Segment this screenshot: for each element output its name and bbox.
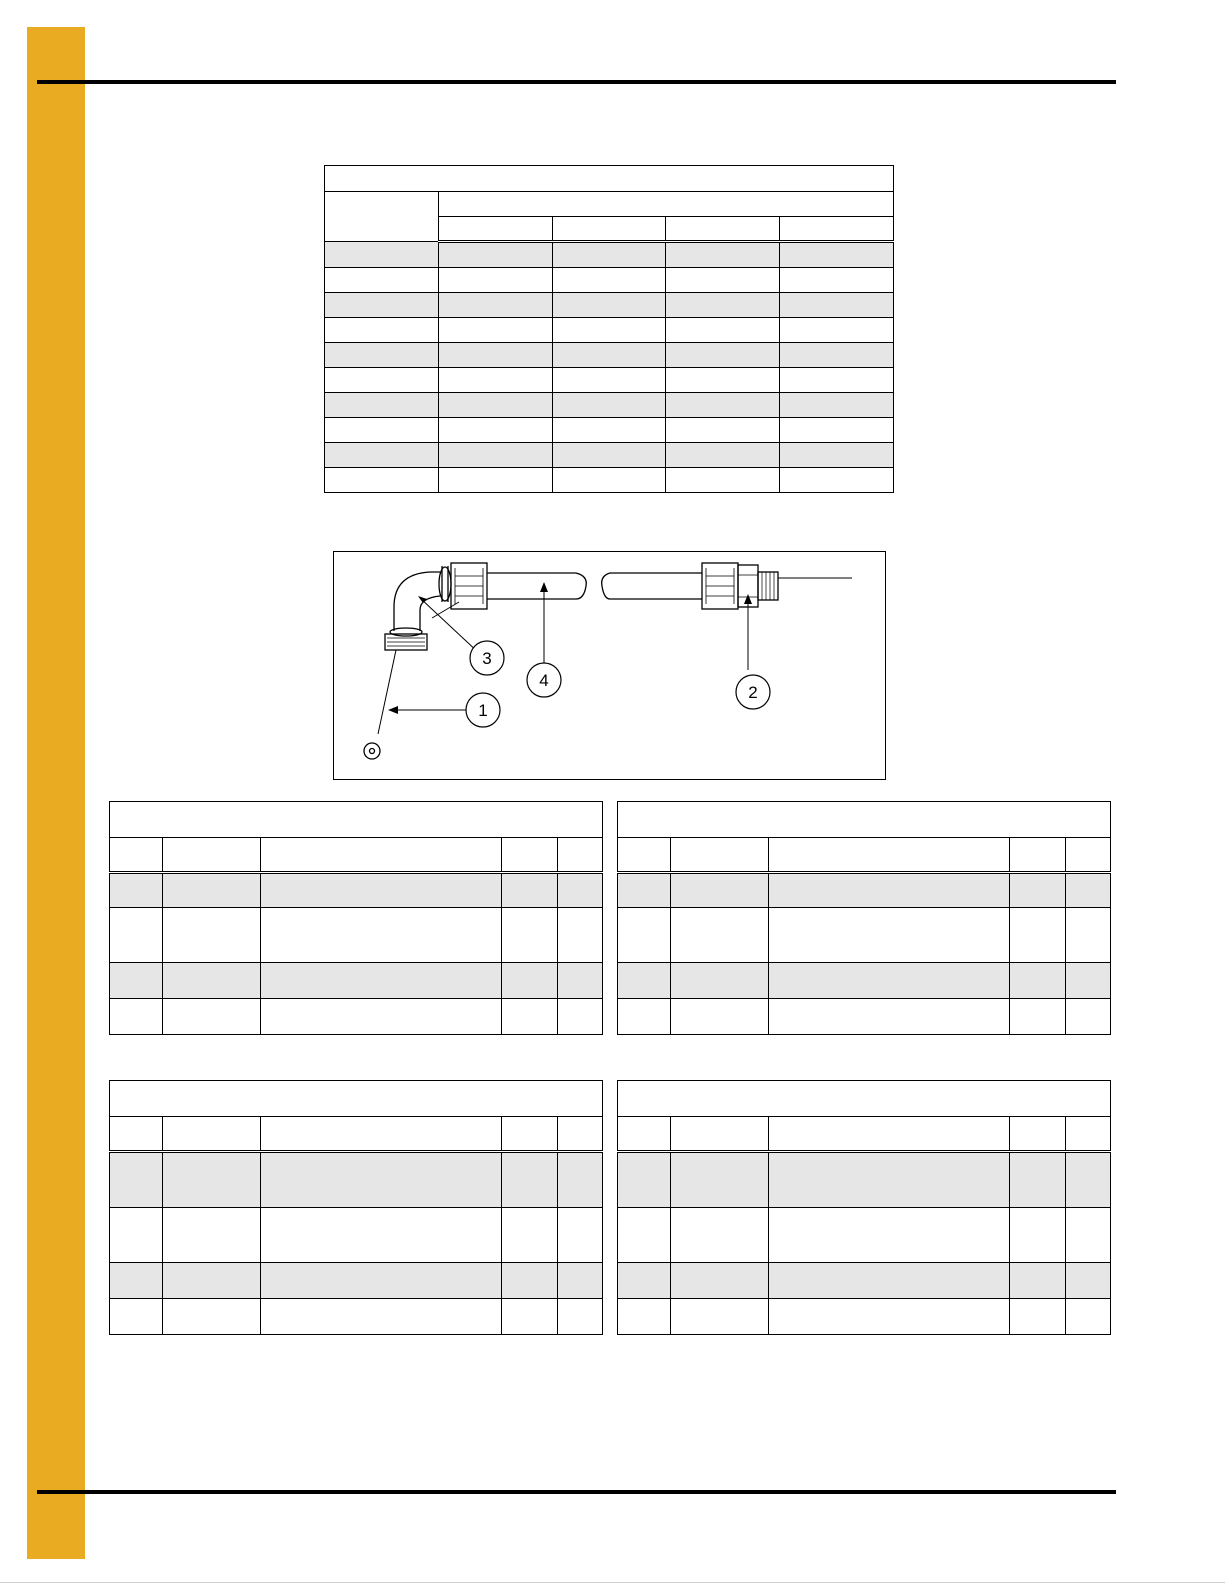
- table-cell: [671, 1299, 769, 1335]
- footer-rule: [37, 1490, 1116, 1494]
- table-cell: [163, 1299, 261, 1335]
- table-cell: [163, 1152, 261, 1208]
- table-cell: [671, 1263, 769, 1299]
- table-cell: [110, 1263, 163, 1299]
- table-cell: [438, 468, 552, 493]
- table-cell: [618, 1299, 671, 1335]
- table-cell: [558, 1263, 603, 1299]
- table-cell: [769, 1299, 1010, 1335]
- table-cell: [325, 418, 439, 443]
- table-cell: [502, 1152, 558, 1208]
- table-cell: [110, 963, 163, 999]
- table-cell: [618, 908, 671, 963]
- table-cell: [438, 443, 552, 468]
- size-table-subheader-cell: [438, 217, 552, 242]
- table-cell: [1010, 1299, 1066, 1335]
- table-cell: [261, 873, 502, 908]
- table-cell: [618, 873, 671, 908]
- table-cell: [325, 343, 439, 368]
- table-cell: [671, 1208, 769, 1263]
- table-cell: [325, 242, 439, 268]
- parts-table-row: [110, 1208, 603, 1263]
- table-cell: [502, 1299, 558, 1335]
- size-table-subheader-cell: [780, 217, 894, 242]
- table-cell: [558, 1117, 603, 1152]
- table-cell: [671, 1117, 769, 1152]
- table-cell: [325, 293, 439, 318]
- size-table-title-row: [325, 166, 894, 192]
- table-cell: [110, 873, 163, 908]
- size-table-corner-cell: [325, 192, 439, 242]
- table-cell: [769, 963, 1010, 999]
- table-cell: [502, 1208, 558, 1263]
- elbow-outer: [394, 572, 440, 631]
- table-cell: [325, 393, 439, 418]
- table-cell: [666, 242, 780, 268]
- callout-2-arrowhead: [744, 594, 752, 604]
- size-table-title-cell: [325, 166, 894, 192]
- parts-table-row: [618, 1299, 1111, 1335]
- table-cell: [1066, 873, 1111, 908]
- table-cell: [438, 368, 552, 393]
- table-cell: [1010, 1263, 1066, 1299]
- table-cell: [666, 268, 780, 293]
- table-cell: [502, 1263, 558, 1299]
- table-cell: [325, 268, 439, 293]
- parts-table-row: [110, 963, 603, 999]
- header-rule: [37, 80, 1116, 84]
- table-cell: [780, 443, 894, 468]
- callout-1-arrowhead: [388, 706, 398, 714]
- table-cell: [671, 999, 769, 1035]
- parts-table-row: [618, 963, 1111, 999]
- table-cell: [769, 1263, 1010, 1299]
- table-cell: [1066, 1208, 1111, 1263]
- table-cell: [1066, 1117, 1111, 1152]
- parts-table-row: [618, 999, 1111, 1035]
- table-cell: [618, 1208, 671, 1263]
- table-cell: [769, 838, 1010, 873]
- table-cell: [552, 468, 666, 493]
- callout-4-arrowhead: [540, 582, 548, 592]
- table-cell: [1066, 999, 1111, 1035]
- accent-side-bar: [27, 27, 85, 1559]
- table-cell: [552, 393, 666, 418]
- table-cell: [558, 908, 603, 963]
- table-cell: [552, 443, 666, 468]
- table-cell: [666, 293, 780, 318]
- table-cell: [325, 443, 439, 468]
- table-cell: [666, 368, 780, 393]
- hose-assembly-drawing: [334, 552, 887, 781]
- table-cell: [558, 1208, 603, 1263]
- parts-table-header: [618, 1117, 1111, 1152]
- size-table-row: [325, 443, 894, 468]
- table-cell: [671, 908, 769, 963]
- table-cell: [552, 293, 666, 318]
- table-cell: [438, 318, 552, 343]
- parts-table: [109, 801, 603, 1035]
- table-cell: [502, 999, 558, 1035]
- table-cell: [558, 1152, 603, 1208]
- table-cell: [671, 963, 769, 999]
- table-cell: [110, 999, 163, 1035]
- table-cell: [769, 873, 1010, 908]
- parts-table-title: [618, 802, 1111, 838]
- size-table-subheader-cell: [666, 217, 780, 242]
- table-cell: [438, 343, 552, 368]
- table-cell: [502, 963, 558, 999]
- table-cell: [558, 999, 603, 1035]
- table-cell: [666, 468, 780, 493]
- table-cell: [1010, 873, 1066, 908]
- table-cell: [1010, 1152, 1066, 1208]
- table-cell: [163, 908, 261, 963]
- parts-table-row: [110, 999, 603, 1035]
- parts-table-row: [618, 1152, 1111, 1208]
- table-cell: [502, 908, 558, 963]
- table-cell: [325, 318, 439, 343]
- table-cell: [618, 1117, 671, 1152]
- table-cell: [780, 318, 894, 343]
- table-cell: [552, 368, 666, 393]
- parts-table-header: [618, 838, 1111, 873]
- table-cell: [502, 873, 558, 908]
- callout-4-label: 4: [539, 671, 549, 690]
- table-cell: [780, 343, 894, 368]
- table-cell: [438, 268, 552, 293]
- parts-table-row: [618, 873, 1111, 908]
- table-cell: [666, 418, 780, 443]
- size-table-row: [325, 393, 894, 418]
- ground-lug: [364, 743, 380, 759]
- table-cell: [1066, 1263, 1111, 1299]
- parts-table: [109, 1080, 603, 1335]
- parts-table-title: [618, 1081, 1111, 1117]
- table-cell: [1010, 838, 1066, 873]
- male-threads: [758, 572, 778, 600]
- table-cell: [558, 873, 603, 908]
- table-cell: [552, 242, 666, 268]
- table-cell: [163, 1117, 261, 1152]
- table-cell: [666, 443, 780, 468]
- table-cell: [552, 343, 666, 368]
- table-cell: [769, 908, 1010, 963]
- table-cell: [261, 1117, 502, 1152]
- table-cell: [261, 1152, 502, 1208]
- table-cell: [261, 1208, 502, 1263]
- parts-table-header: [110, 838, 603, 873]
- table-cell: [618, 963, 671, 999]
- size-table-row: [325, 268, 894, 293]
- table-cell: [163, 1208, 261, 1263]
- table-cell: [618, 1152, 671, 1208]
- table-cell: [1066, 908, 1111, 963]
- callout-3-label: 3: [482, 649, 492, 668]
- table-cell: [1010, 1117, 1066, 1152]
- parts-table-row: [618, 1263, 1111, 1299]
- callout-2-label: 2: [748, 683, 758, 702]
- table-cell: [438, 242, 552, 268]
- size-table-header-row: [325, 192, 894, 217]
- size-table-row: [325, 293, 894, 318]
- table-cell: [163, 873, 261, 908]
- parts-table-title: [110, 1081, 603, 1117]
- table-cell: [552, 318, 666, 343]
- table-cell: [671, 1152, 769, 1208]
- parts-table-row: [110, 873, 603, 908]
- parts-table-row: [110, 908, 603, 963]
- table-cell: [110, 1152, 163, 1208]
- table-cell: [438, 418, 552, 443]
- size-table-row: [325, 343, 894, 368]
- table-cell: [780, 293, 894, 318]
- table-cell: [1066, 1152, 1111, 1208]
- table-cell: [110, 908, 163, 963]
- parts-table: [617, 1080, 1111, 1335]
- size-table-subheader-cell: [552, 217, 666, 242]
- table-cell: [163, 838, 261, 873]
- parts-table-header: [110, 1117, 603, 1152]
- callout-3-arrowhead: [418, 596, 427, 603]
- table-cell: [552, 418, 666, 443]
- table-cell: [780, 368, 894, 393]
- size-table-row: [325, 418, 894, 443]
- size-table: [324, 165, 894, 493]
- table-cell: [780, 268, 894, 293]
- table-cell: [671, 838, 769, 873]
- size-table-row: [325, 468, 894, 493]
- parts-table-row: [110, 1152, 603, 1208]
- table-cell: [780, 468, 894, 493]
- table-cell: [780, 418, 894, 443]
- table-cell: [163, 1263, 261, 1299]
- table-cell: [552, 268, 666, 293]
- table-cell: [666, 343, 780, 368]
- table-cell: [769, 1208, 1010, 1263]
- table-cell: [1010, 1208, 1066, 1263]
- table-cell: [671, 873, 769, 908]
- table-cell: [163, 999, 261, 1035]
- table-cell: [769, 1152, 1010, 1208]
- table-cell: [502, 838, 558, 873]
- parts-table-row: [110, 1299, 603, 1335]
- callout-1-label: 1: [478, 701, 488, 720]
- table-cell: [558, 963, 603, 999]
- table-cell: [438, 293, 552, 318]
- table-cell: [780, 393, 894, 418]
- page-bottom-edge: [0, 1582, 1225, 1583]
- table-cell: [1066, 963, 1111, 999]
- table-cell: [110, 1117, 163, 1152]
- parts-table-row: [110, 1263, 603, 1299]
- table-cell: [1066, 838, 1111, 873]
- parts-table-row: [618, 908, 1111, 963]
- table-cell: [1010, 908, 1066, 963]
- size-table-row: [325, 242, 894, 268]
- parts-table-row: [618, 1208, 1111, 1263]
- table-cell: [558, 1299, 603, 1335]
- table-cell: [261, 963, 502, 999]
- table-cell: [261, 999, 502, 1035]
- table-cell: [502, 1117, 558, 1152]
- table-cell: [261, 1299, 502, 1335]
- table-cell: [261, 908, 502, 963]
- size-table-row: [325, 318, 894, 343]
- table-cell: [769, 1117, 1010, 1152]
- table-cell: [163, 963, 261, 999]
- table-cell: [325, 468, 439, 493]
- table-cell: [110, 1299, 163, 1335]
- parts-table: [617, 801, 1111, 1035]
- callout-3-leader: [420, 598, 480, 654]
- table-cell: [769, 999, 1010, 1035]
- table-cell: [618, 1263, 671, 1299]
- table-cell: [1010, 963, 1066, 999]
- table-cell: [666, 393, 780, 418]
- table-cell: [780, 242, 894, 268]
- parts-table-title: [110, 802, 603, 838]
- table-cell: [558, 838, 603, 873]
- table-cell: [1010, 999, 1066, 1035]
- table-cell: [261, 1263, 502, 1299]
- table-cell: [110, 1208, 163, 1263]
- hose-assembly-diagram: [333, 551, 886, 780]
- size-table-group-header: [438, 192, 893, 217]
- table-cell: [618, 838, 671, 873]
- table-cell: [618, 999, 671, 1035]
- table-cell: [1066, 1299, 1111, 1335]
- table-cell: [110, 838, 163, 873]
- table-cell: [261, 838, 502, 873]
- size-table-row: [325, 368, 894, 393]
- table-cell: [325, 368, 439, 393]
- table-cell: [438, 393, 552, 418]
- table-cell: [666, 318, 780, 343]
